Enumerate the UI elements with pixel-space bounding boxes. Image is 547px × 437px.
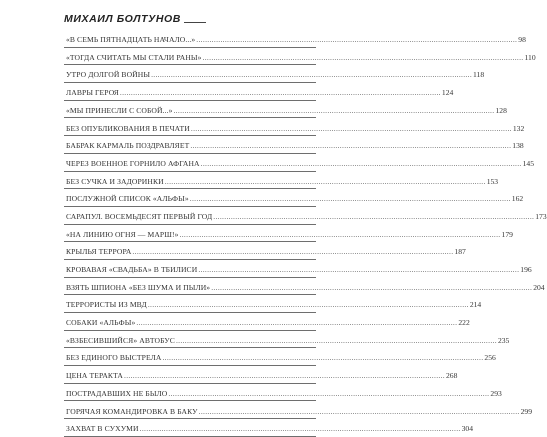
toc-dot-leader — [176, 337, 497, 345]
toc-entry-title: БЕЗ ОПУБЛИКОВАНИЯ В ПЕЧАТИ — [66, 123, 190, 133]
toc-entry-page-number: 110 — [524, 52, 536, 62]
toc-entry-page-number: 153 — [486, 176, 499, 186]
toc-entry-line — [66, 388, 502, 398]
toc-entry-page-number: 293 — [490, 388, 502, 398]
toc-entry — [64, 136, 524, 154]
toc-entry-title: ВЗЯТЬ ШПИОНА «БЕЗ ШУМА И ПЫЛИ» — [66, 282, 211, 292]
toc-entry-line — [66, 105, 507, 115]
toc-entry-line — [66, 176, 499, 186]
toc-dot-leader — [196, 36, 517, 44]
toc-dot-leader — [180, 231, 501, 239]
toc-dot-leader — [120, 89, 441, 97]
toc-entry-title: «ТОГДА СЧИТАТЬ МЫ СТАЛИ РАНЫ» — [66, 52, 202, 62]
toc-entry-page-number: 118 — [473, 70, 485, 80]
toc-entry-title: КРЫЛЬЯ ТЕРРОРА — [66, 247, 132, 257]
toc-entry-line — [66, 318, 470, 328]
toc-dot-leader — [211, 284, 532, 292]
toc-dot-leader — [173, 107, 494, 115]
toc-entry — [64, 172, 499, 190]
toc-entry — [64, 366, 458, 384]
toc-dot-leader — [151, 71, 472, 79]
toc-dot-leader — [190, 142, 511, 150]
toc-entry-line — [66, 300, 482, 310]
toc-entry-page-number: 222 — [458, 318, 470, 328]
author-name: МИХАИЛ БОЛТУНОВ — [64, 12, 181, 25]
toc-entry-page-number: 138 — [512, 141, 524, 151]
toc-entry — [64, 331, 510, 349]
toc-entry-page-number: 299 — [520, 406, 533, 416]
toc-entry-page-number: 196 — [520, 265, 532, 275]
toc-dot-leader — [162, 354, 483, 362]
toc-entry — [64, 401, 533, 419]
toc-entry-title: «В СЕМЬ ПЯТНАДЦАТЬ НАЧАЛО...» — [66, 35, 196, 45]
toc-dot-leader — [148, 301, 469, 309]
toc-entry-page-number: 124 — [441, 88, 454, 98]
toc-dot-leader — [132, 248, 453, 256]
toc-entry-page-number: 214 — [469, 300, 482, 310]
toc-dot-leader — [190, 195, 511, 203]
toc-entry — [64, 260, 532, 278]
toc-entry-page-number: 304 — [461, 424, 473, 434]
toc-entry — [64, 242, 466, 260]
toc-entry-page-number: 204 — [533, 282, 545, 292]
toc-entry — [64, 419, 473, 437]
toc-entry-title: КРОВАВАЯ «СВАДЬБА» В ТБИЛИСИ — [66, 265, 198, 275]
toc-dot-leader — [203, 54, 524, 62]
toc-entry-line — [66, 158, 535, 168]
toc-dot-leader — [191, 125, 512, 133]
toc-entry-line — [66, 88, 454, 98]
toc-entry — [64, 189, 524, 207]
toc-entry-line — [66, 194, 524, 204]
toc-entry-line — [66, 406, 533, 416]
toc-entry-title: БЕЗ СУЧКА И ЗАДОРИНКИ — [66, 176, 164, 186]
toc-entry-page-number: 173 — [535, 211, 547, 221]
toc-entry-title: СОБАКИ «АЛЬФЫ» — [66, 318, 136, 328]
toc-dot-leader — [136, 319, 457, 327]
toc-entry-page-number: 145 — [522, 158, 535, 168]
toc-entry-title: ТЕРРОРИСТЫ ИЗ МВД — [66, 300, 147, 310]
toc-entry — [64, 154, 535, 172]
toc-entry-title: ЗАХВАТ В СУХУМИ — [66, 424, 139, 434]
toc-dot-leader — [140, 425, 461, 433]
toc-entry-title: ПОСТРАДАВШИХ НЕ БЫЛО — [66, 388, 168, 398]
toc-dot-leader — [124, 372, 445, 380]
toc-entry-title: ПОСЛУЖНОЙ СПИСОК «АЛЬФЫ» — [66, 194, 189, 204]
toc-entry — [64, 225, 513, 243]
toc-entry-line — [66, 335, 510, 345]
toc-entry-line — [66, 229, 513, 239]
toc-entry-page-number: 98 — [518, 35, 526, 45]
toc-entry — [64, 207, 547, 225]
toc-entry-page-number: 235 — [497, 335, 510, 345]
toc-entry — [64, 384, 502, 402]
toc-entry-line — [66, 123, 525, 133]
toc-dot-leader — [168, 390, 489, 398]
toc-entry-page-number: 256 — [484, 353, 496, 363]
toc-entry-line — [66, 424, 473, 434]
toc-entry-line — [66, 282, 545, 292]
toc-entry-line — [66, 35, 526, 45]
toc-entry-title: ЧЕРЕЗ ВОЕННОЕ ГОРНИЛО АФГАНА — [66, 158, 200, 168]
toc-dot-leader — [199, 408, 520, 416]
toc-entry — [64, 83, 454, 101]
toc-entry-page-number: 128 — [495, 105, 507, 115]
toc-entry-page-number: 268 — [446, 371, 458, 381]
toc-entry-title: ЛАВРЫ ГЕРОЯ — [66, 88, 119, 98]
toc-entry-title: БЕЗ ЕДИНОГО ВЫСТРЕЛА — [66, 353, 162, 363]
toc-entry — [64, 348, 496, 366]
header-rule — [184, 22, 206, 23]
toc-entry-line — [66, 353, 496, 363]
toc-entry-page-number: 179 — [501, 229, 513, 239]
toc-dot-leader — [165, 178, 486, 186]
toc-entry-line — [66, 265, 532, 275]
toc-entry-title: ГОРЯЧАЯ КОМАНДИРОВКА В БАКУ — [66, 406, 198, 416]
toc-entry — [64, 48, 536, 66]
toc-entry — [64, 118, 525, 136]
toc-entry-page-number: 187 — [454, 247, 466, 257]
toc-entry-line — [66, 70, 485, 80]
toc-entry-line — [66, 141, 524, 151]
toc-entry-title: «НА ЛИНИЮ ОГНЯ — МАРШ!» — [66, 229, 179, 239]
toc-entry-title: БАБРАК КАРМАЛЬ ПОЗДРАВЛЯЕТ — [66, 141, 190, 151]
toc-entry-title: САРАПУЛ. ВОСЕМЬДЕСЯТ ПЕРВЫЙ ГОД — [66, 211, 213, 221]
toc-entry — [64, 278, 545, 296]
toc-entry-page-number: 162 — [511, 194, 524, 204]
toc-entry — [64, 65, 485, 83]
toc-dot-leader — [213, 213, 534, 221]
toc-entry-line — [66, 247, 466, 257]
toc-entry — [64, 101, 507, 119]
toc-entry-title: «МЫ ПРИНЕСЛИ С СОБОЙ...» — [66, 105, 173, 115]
toc-entry-page-number: 132 — [512, 123, 525, 133]
toc-dot-leader — [201, 160, 522, 168]
toc-entry — [64, 30, 526, 48]
toc-entry-title: «ВЗБЕСИВШИЙСЯ» АВТОБУС — [66, 335, 175, 345]
toc-entry-title: УТРО ДОЛГОЙ ВОЙНЫ — [66, 70, 151, 80]
toc-entry-line — [66, 52, 536, 62]
toc-entry — [64, 313, 470, 331]
table-of-contents — [64, 30, 547, 437]
toc-dot-leader — [198, 266, 519, 274]
toc-entry-line — [66, 371, 458, 381]
toc-entry-title: ЦЕНА ТЕРАКТА — [66, 371, 124, 381]
toc-entry — [64, 295, 482, 313]
running-header — [64, 8, 206, 24]
toc-entry-line — [66, 211, 547, 221]
